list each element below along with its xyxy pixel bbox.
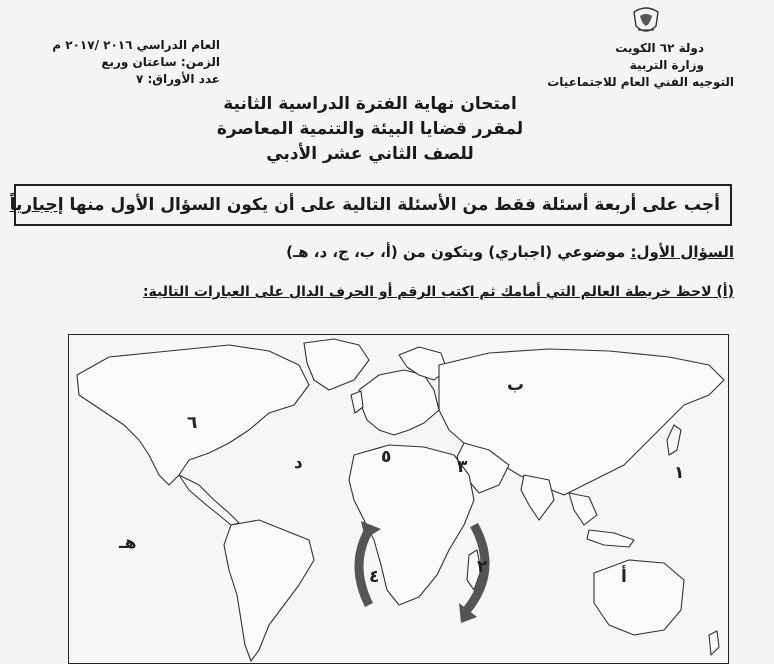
instruction-text: أجب على أربعة أسئلة فقط من الأسئلة التالية على أن يكون السؤال الأول منها xyxy=(69,195,720,215)
map-marker-4: ٤ xyxy=(369,567,380,587)
title-line-2: لمقرر قضايا البيئة والتنمية المعاصرة xyxy=(216,119,524,139)
exam-title xyxy=(190,92,550,167)
country-line: دولة ٦٢ الكويت xyxy=(615,41,704,55)
exam-info xyxy=(40,37,220,88)
map-marker-6: ٦ xyxy=(187,413,198,433)
title-line-3: للصف الثاني عشر الأدبي xyxy=(266,144,474,164)
academic-year: العام الدراسي ٢٠١٦ /٢٠١٧ م xyxy=(52,38,220,52)
world-map-outline xyxy=(69,335,727,663)
instruction-box xyxy=(9,184,732,226)
map-marker-1: ١ xyxy=(674,463,685,483)
page-count: عدد الأوراق: ٧ xyxy=(135,72,220,86)
question-1-label: السؤال الأول: xyxy=(630,243,734,261)
map-marker-ha: هـ xyxy=(119,533,137,553)
map-marker-dal: د xyxy=(294,453,303,473)
map-marker-alef: أ xyxy=(621,567,627,587)
ministry-line: وزارة التربية xyxy=(629,58,704,72)
question-1-heading xyxy=(286,243,734,261)
department-line: التوجيه الفني العام للاجتماعيات xyxy=(547,75,734,89)
map-marker-2: ٢ xyxy=(477,557,488,577)
map-marker-3: ٣ xyxy=(457,457,468,477)
question-1a-text: (أ) لاحظ خريطة العالم التي أمامك ثم اكتب الرقم أو الحرف الدال على العبارات التالية: xyxy=(142,284,734,300)
ministry-header xyxy=(547,40,734,91)
map-marker-ba: ب xyxy=(507,375,525,395)
question-1-text: موضوعي (اجباري) ويتكون من (أ، ب، ج، د، هـ) xyxy=(286,243,626,261)
instruction-emphasis: إجبارياً xyxy=(9,195,64,215)
title-line-1: امتحان نهاية الفترة الدراسية الثانية xyxy=(223,94,517,114)
exam-duration: الزمن: ساعتان وربع xyxy=(101,55,220,69)
kuwait-emblem-icon xyxy=(630,6,662,36)
map-marker-5: ٥ xyxy=(381,447,392,467)
world-map xyxy=(68,334,729,664)
